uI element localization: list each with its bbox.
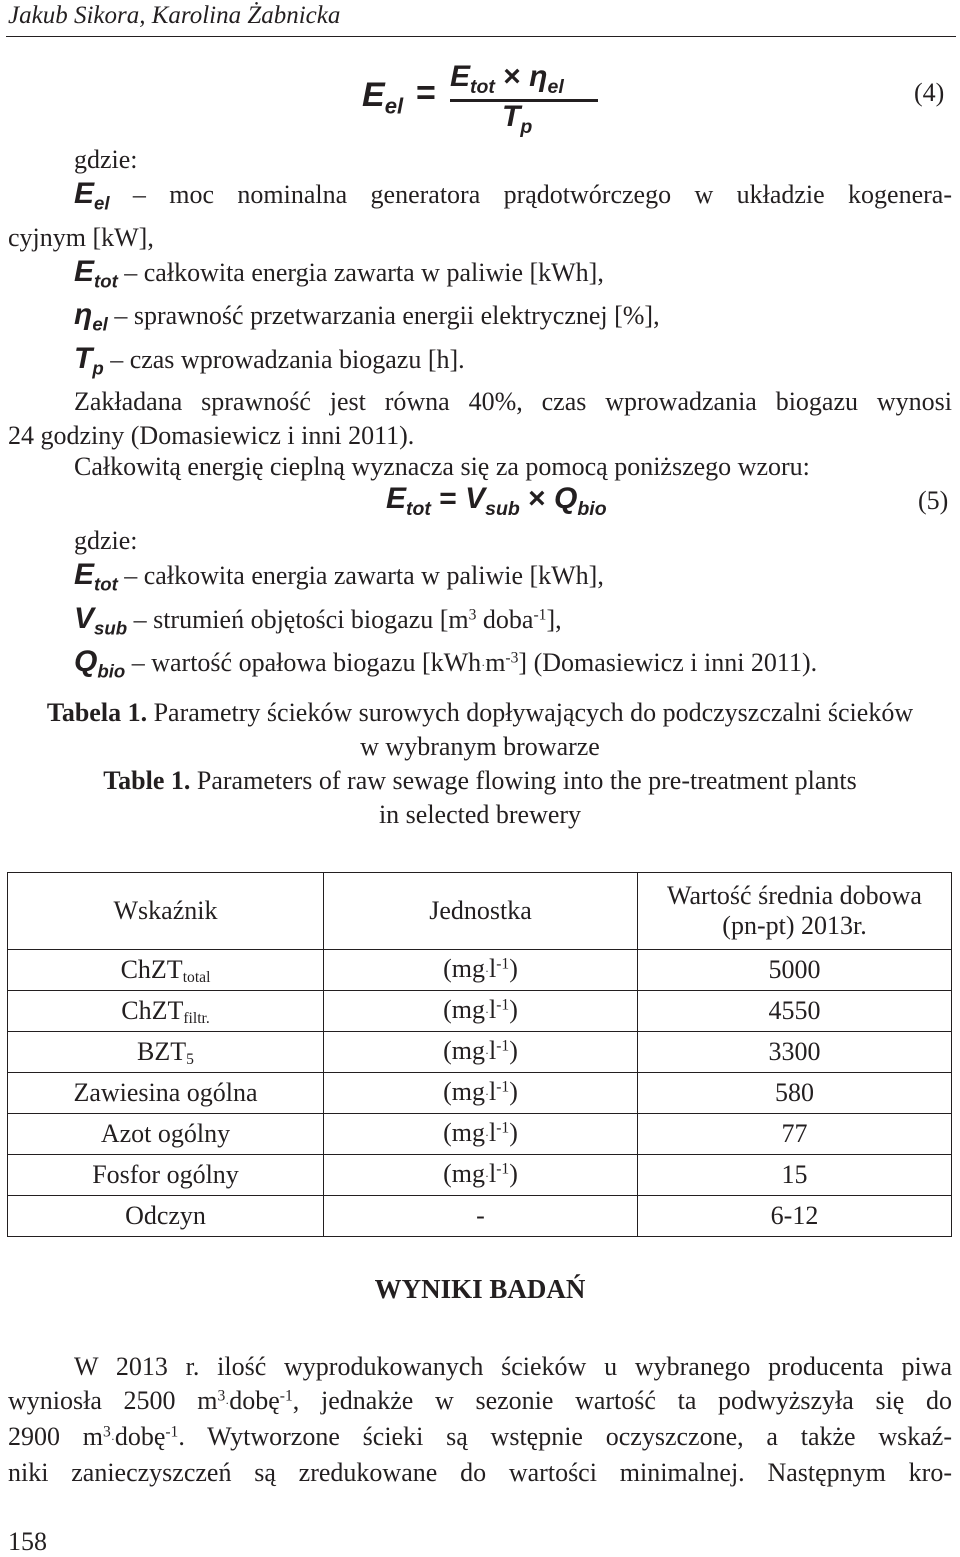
definition-e-el: $E_{el}$ – moc nominalna generatora prądotwórczego w układzie kogenera- [8,177,952,221]
cell-value: 580 [638,1073,952,1114]
table-header-row [8,873,952,950]
cell-unit: $(mg\cdot l^{-1})$ [324,950,638,991]
definition2-v-sub: $V_{sub}$ – strumień objętości biogazu [$m^3$ doba$^{-1}$], [74,602,954,646]
table-row [8,1032,952,1073]
definitions-2 [74,524,954,689]
symbol2-v-sub: $V_{sub}$ [74,601,128,638]
header-value: Wartość średnia dobowa (pn-pt) 2013r. [638,873,952,950]
cell-indicator: ChZT$_{total}$ [8,950,324,991]
eq4-denominator: $T_p$ [502,100,533,138]
cell-value: 5000 [638,950,952,991]
page-number: 158 [8,1527,47,1556]
symbol2-q-bio: $Q_{bio}$ [74,645,126,682]
definition-t-p: $T_p$ – czas wprowadzania biogazu [h]. [8,342,952,386]
results-paragraph [8,1350,952,1490]
cell-indicator: ChZT$_{filtr.}$ [8,991,324,1032]
definition2-q-bio: $Q_{bio}$ – wartość opałowa biogazu $[kWh\cdot m^{-3}]$ (Domasiewicz i inni 2011). [74,645,954,689]
table-row [8,1114,952,1155]
results-line-4: niki zanieczyszczeń są zredukowane do wartości minimalnej. Następnym kro- [8,1458,952,1488]
assumption-line-1: Zakładana sprawność jest równa 40%, czas wprowadzania biogazu wynosi [74,387,952,416]
cell-unit: $(mg\cdot l^{-1})$ [324,1114,638,1155]
equation-4 [362,60,602,138]
cell-value: 3300 [638,1032,952,1073]
cell-unit: $(mg\cdot l^{-1})$ [324,1073,638,1114]
equation-number-5: (5) [918,486,949,515]
symbol-e-el: $E_{el}$ [74,177,110,214]
symbol-t-p: $T_p$ [74,341,104,378]
table-row [8,950,952,991]
header-rule [6,36,956,37]
caption-pl: Tabela 1. Parametry ścieków surowych dopływających do podczyszczalni ścieków [46,698,914,727]
cell-value: 77 [638,1114,952,1155]
table-row [8,1073,952,1114]
cell-unit: $(mg\cdot l^{-1})$ [324,1155,638,1196]
cell-indicator: Zawiesina ogólna [8,1073,324,1114]
equation-5: $E_{tot} = V_{sub} \times Q_{bio}$ [386,482,607,520]
cell-indicator: Odczyn [8,1196,324,1237]
cell-value: 6-12 [638,1196,952,1237]
cell-unit: $(mg\cdot l^{-1})$ [324,991,638,1032]
cell-indicator: Azot ogólny [8,1114,324,1155]
symbol-e-tot: $E_{tot}$ [74,254,118,291]
definition-e-tot: $E_{tot}$ – całkowita energia zawarta w paliwie [kWh], [8,255,952,299]
cell-unit: $(mg\cdot l^{-1})$ [324,1032,638,1073]
eq4-numerator: $E_{tot} \times \eta_{el}$ [450,60,564,98]
definition-e-el-continued: cyjnym [kW], [8,222,154,252]
gdzie-label: gdzie: [74,145,138,174]
cell-value: 15 [638,1155,952,1196]
equation-number-4: (4) [914,78,945,107]
results-line-2: wyniosła 2500 $m^3\cdot dobę^{-1}$, jednakże w sezonie wartość ta podwyższyła się do [8,1386,952,1415]
caption-en: Table 1. Parameters of raw sewage flowing into the pre-treatment plants [103,766,857,795]
cell-indicator: $BZT_5$ [8,1032,324,1073]
table-row [8,1155,952,1196]
eq4-lhs: $E_{el}$ [362,76,404,119]
definition-eta-el: $\eta_{el}$ – sprawność przetwarzania energii elektrycznej [%], [8,298,952,342]
cell-indicator: Fosfor ogólny [8,1155,324,1196]
symbol-eta-el: $\eta_{el}$ [74,298,108,335]
section-title: WYNIKI BADAŃ [374,1274,586,1304]
table-caption [0,696,960,832]
results-line-1: W 2013 r. ilość wyprodukowanych ścieków u wybranego producenta piwa [74,1352,952,1381]
cell-unit: - [324,1196,638,1237]
parameters-table [7,872,952,1237]
table-row [8,991,952,1032]
caption-en-continued: in selected brewery [378,800,582,829]
caption-pl-continued: w wybranym browarze [360,732,600,761]
header-unit: Jednostka [324,873,638,950]
definition2-e-tot: $E_{tot}$ – całkowita energia zawarta w paliwie [kWh], [74,558,954,602]
header-indicator: Wskaźnik [8,873,324,950]
definitions-1 [8,143,952,453]
symbol2-e-tot: $E_{tot}$ [74,558,118,595]
table-row [8,1196,952,1237]
results-line-3: 2900 $m^3\cdot dobę^{-1}$. Wytworzone ścieki są wstępnie oczyszczone, a także wskaź- [8,1422,952,1452]
energy-intro: Całkowitą energię cieplną wyznacza się za pomocą poniższego wzoru: [74,452,810,481]
gdzie-label-2: gdzie: [74,526,138,555]
assumption-line-2: 24 godziny (Domasiewicz i inni 2011). [8,421,415,450]
cell-value: 4550 [638,991,952,1032]
eq4-equals: = [416,74,436,112]
running-head: Jakub Sikora, Karolina Żabnicka [8,2,341,29]
